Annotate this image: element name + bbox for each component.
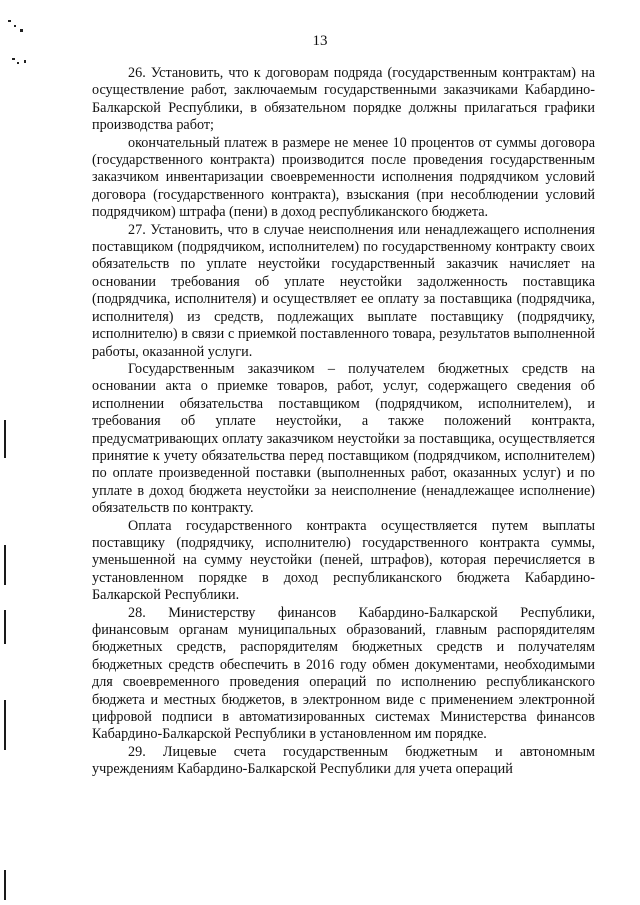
page-number: 13 bbox=[312, 33, 328, 49]
scan-speck bbox=[8, 20, 11, 22]
paragraph-item-27: 27. Установить, что в случае неисполнения или ненадлежащего исполнения поставщиком (подрядчиком, исполнителем) по государственному контракту своих обязательств по уплате неустойки государственный заказчик начисляет на основании требования об уплате неустойки задолженность поставщика (подрядчика, исполнителя) и осуществляет ее оплату за поставщика (подрядчика, исполнителя) из средств, подлежащих выплате поставщику (подрядчику, исполнителю) в связи с приемкой поставленного товара, результатов выполненной работы, оказанной услуги. bbox=[92, 221, 595, 360]
paragraph-item-28: 28. Министерству финансов Кабардино-Балкарской Республики, финансовым органам муниципальных образований, главным распорядителям бюджетных средств, распорядителям бюджетных средств и получателям бюджетных средств обеспечить в 2016 году обмен документами, необходимыми для своевременного проведения операций по исполнению республиканского бюджета и местных бюджетов, в электронном виде с применением электронной цифровой подписи в автоматизированных системах Министерства финансов Кабардино-Балкарской Республики в установленном им порядке. bbox=[92, 604, 595, 743]
scan-margin-marks bbox=[0, 0, 40, 905]
scan-speck bbox=[24, 60, 26, 63]
paragraph-customer-obligations: Государственным заказчиком – получателем бюджетных средств на основании акта о приемке товаров, работ, услуг, содержащего сведения об исполнении обязательства поставщиком (подрядчиком, исполнителем), и требования об уплате неустойки, а также положений контракта, предусматривающих оплату заказчиком неустойки за поставщика, осуществляется принятие к учету обязательства перед поставщиком (подрядчиком, исполнителем) по оплате произведенной поставки (выполненных работ, оказанных услуг) и по уплате в доход бюджета неустойки за неисполнение (ненадлежащее исполнение) обязательств по контракту. bbox=[92, 360, 595, 517]
scan-speck bbox=[14, 25, 16, 27]
scan-speck bbox=[12, 58, 15, 60]
paragraph-item-29: 29. Лицевые счета государственным бюджетным и автономным учреждениям Кабардино-Балкарской Республики для учета операций bbox=[92, 743, 595, 778]
scan-edge-line bbox=[4, 700, 6, 750]
scan-edge-line bbox=[4, 610, 6, 644]
scan-edge-line bbox=[4, 870, 6, 900]
scan-edge-line bbox=[4, 420, 6, 458]
scan-edge-line bbox=[4, 545, 6, 585]
scan-speck bbox=[17, 62, 19, 64]
paragraph-final-payment: окончательный платеж в размере не менее 10 процентов от суммы договора (государственного контракта) производится после проведения государственным заказчиком инвентаризации своевременности исполнения подрядчиком условий договора (государственного контракта), взыскания (при несоблюдении условий подрядчиком) штрафа (пени) в доход республиканского бюджета. bbox=[92, 134, 595, 221]
paragraph-contract-payment: Оплата государственного контракта осуществляется путем выплаты поставщику (подрядчику, исполнителю) государственного контракта суммы, уменьшенной на сумму неустойки (пеней, штрафов), которая перечисляется в установленном порядке в доход республиканского бюджета Кабардино-Балкарской Республики. bbox=[92, 517, 595, 604]
document-body bbox=[92, 65, 595, 779]
scan-speck bbox=[20, 29, 23, 32]
paragraph-item-26: 26. Установить, что к договорам подряда (государственным контрактам) на осуществление работ, заключаемым государственными заказчиками Кабардино-Балкарской Республики, в обязательном порядке должны прилагаться графики производства работ; bbox=[92, 65, 595, 134]
